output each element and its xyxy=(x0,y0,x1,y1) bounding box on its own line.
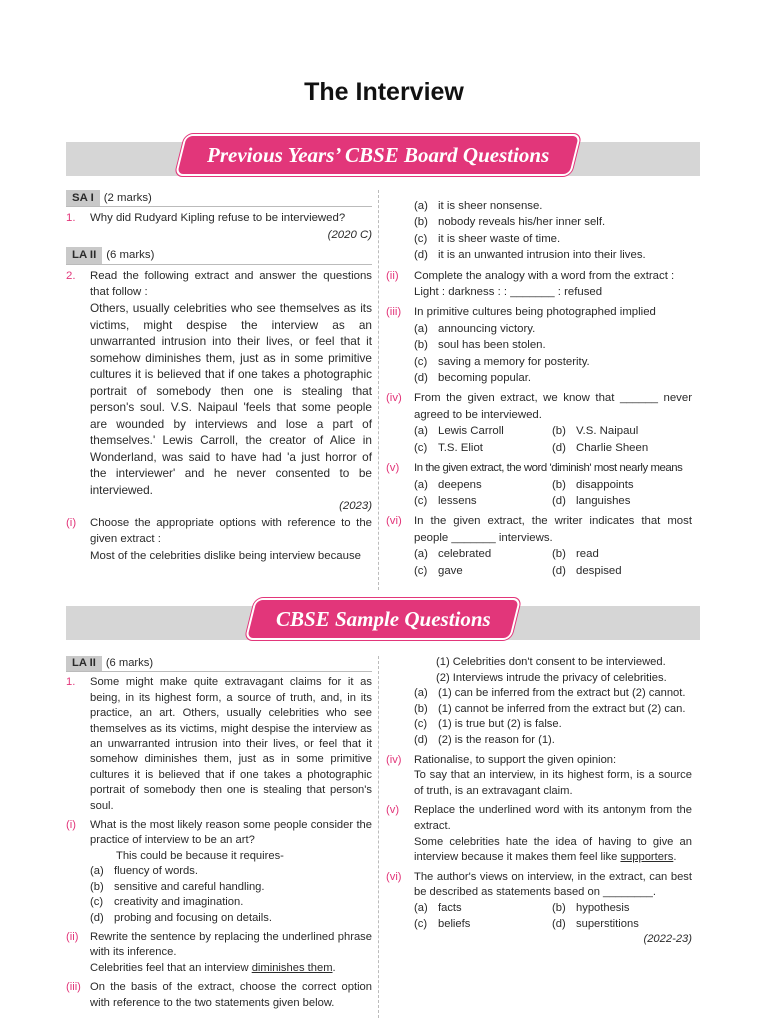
option-text: V.S. Naipaul xyxy=(576,425,639,438)
sample-subq-i-options xyxy=(66,864,372,926)
subq-ii: (ii) Complete the analogy with a word from the extract : xyxy=(386,269,675,282)
option-item xyxy=(386,247,692,263)
option-text: beliefs xyxy=(438,917,471,930)
option-letter: (d) xyxy=(552,494,566,507)
option-letter: (d) xyxy=(414,249,428,262)
option-item xyxy=(552,563,692,579)
option-item xyxy=(552,546,692,562)
extract-year: (2023) xyxy=(339,500,372,513)
la-heading: LA II (6 marks) xyxy=(66,247,372,264)
sample-subq-iv-text: To say that an interview, in its highest form, is a source of truth, is an extravagant claim. xyxy=(414,769,692,797)
option-item xyxy=(552,440,692,456)
page-title: The Interview xyxy=(304,78,464,106)
option-text: superstitions xyxy=(576,917,639,930)
sample-subq-vi-options xyxy=(386,901,692,932)
option-text: it is sheer waste of time. xyxy=(438,232,561,245)
sample-subq-iv: (iv) Rationalise, to support the given opinion: xyxy=(386,753,617,766)
option-letter: (d) xyxy=(552,917,566,930)
statement-1: (1) Celebrities don't consent to be interviewed. xyxy=(436,656,666,668)
subq-iv: (iv) From the given extract, we know that ______ never agreed to be interviewed. xyxy=(386,392,692,421)
option-letter: (b) xyxy=(90,880,104,893)
option-text: creativity and imagination. xyxy=(114,896,244,909)
option-text: probing and focusing on details. xyxy=(114,911,272,924)
sa-heading: SA I (2 marks) xyxy=(66,190,372,207)
option-letter: (d) xyxy=(414,733,428,746)
option-item xyxy=(386,733,692,749)
option-letter: (d) xyxy=(414,372,428,385)
banner-previous-years: Previous Years’ CBSE Board Questions xyxy=(175,134,581,176)
option-letter: (a) xyxy=(414,687,428,700)
subq-iii-options xyxy=(386,321,692,387)
sample-year: (2022-23) xyxy=(643,933,692,946)
option-letter: (b) xyxy=(552,425,566,438)
option-item xyxy=(414,440,552,456)
option-letter: (b) xyxy=(414,339,428,352)
option-item xyxy=(552,493,692,509)
option-letter: (b) xyxy=(552,548,566,561)
option-item xyxy=(386,717,692,733)
option-text: facts xyxy=(438,901,462,914)
option-letter: (b) xyxy=(414,702,428,715)
sample-subq-ii: (ii) Rewrite the sentence by replacing the underlined phrase with its inference. xyxy=(66,930,372,959)
option-item xyxy=(66,911,372,926)
sample-subq-ii-sentence: Celebrities feel that an interview diminishes them. xyxy=(90,961,336,974)
option-text: disappoints xyxy=(576,478,634,491)
option-item xyxy=(414,563,552,579)
option-letter: (c) xyxy=(414,232,428,245)
option-text: it is an unwanted intrusion into their lives. xyxy=(438,249,646,262)
banner-sample-questions: CBSE Sample Questions xyxy=(245,598,521,640)
sec2-left-column xyxy=(66,656,372,1011)
option-letter: (c) xyxy=(414,441,428,454)
option-text: hypothesis xyxy=(576,901,630,914)
option-text: it is sheer nonsense. xyxy=(438,200,543,212)
option-letter: (b) xyxy=(552,901,566,914)
option-text: announcing victory. xyxy=(438,322,536,335)
sample-subq-v: (v) Replace the underlined word with its antonym from the extract. xyxy=(386,804,692,832)
sec1-right-column xyxy=(386,198,692,579)
sec1-left-column xyxy=(66,190,372,564)
la-tag: LA II xyxy=(66,247,102,263)
option-item xyxy=(386,370,692,386)
option-item xyxy=(386,214,692,230)
subq-iii: (iii) In primitive cultures being photographed implied xyxy=(386,306,656,319)
option-text: saving a memory for posterity. xyxy=(438,355,590,368)
option-text: read xyxy=(576,548,599,561)
column-divider-2 xyxy=(378,656,379,1018)
option-item xyxy=(386,702,692,718)
option-text: fluency of words. xyxy=(114,865,198,878)
option-item xyxy=(66,880,372,895)
option-letter: (c) xyxy=(90,896,104,909)
option-item xyxy=(386,231,692,247)
option-text: (1) can be inferred from the extract but (2) cannot. xyxy=(438,687,686,700)
subq-vi-options xyxy=(386,546,692,579)
subq-i: (i) Choose the appropriate options with reference to the given extract : xyxy=(66,516,372,546)
sample-subq-vi: (vi) The author's views on interview, in the extract, can best be described as statements based on ________. xyxy=(386,870,692,899)
option-letter: (c) xyxy=(414,564,428,577)
option-letter: (b) xyxy=(552,478,566,491)
subq-v-options xyxy=(386,477,692,510)
sample-subq-iii: (iii) On the basis of the extract, choose the correct option with reference to the two statements given below. xyxy=(66,981,372,1009)
option-letter: (d) xyxy=(552,441,566,454)
option-text: Charlie Sheen xyxy=(576,441,649,454)
option-text: celebrated xyxy=(438,548,492,561)
option-letter: (a) xyxy=(414,322,428,335)
option-letter: (d) xyxy=(552,564,566,577)
la-heading-2: LA II (6 marks) xyxy=(66,656,372,672)
option-item xyxy=(66,864,372,879)
option-text: despised xyxy=(576,564,622,577)
sec2-right-column xyxy=(386,655,692,948)
option-item xyxy=(386,321,692,337)
option-text: (1) cannot be inferred from the extract but (2) can. xyxy=(438,702,686,715)
option-letter: (c) xyxy=(414,494,428,507)
option-letter: (a) xyxy=(414,200,428,212)
option-text: becoming popular. xyxy=(438,372,532,385)
option-text: deepens xyxy=(438,478,482,491)
option-item xyxy=(386,198,692,214)
option-text: sensitive and careful handling. xyxy=(114,880,265,893)
option-item xyxy=(552,917,692,933)
option-text: Lewis Carroll xyxy=(438,425,504,438)
sa-tag: SA I xyxy=(66,190,100,206)
sample-question-1: 1. Some might make quite extravagant claims for it as being, in its highest form, a source of truth, and, in its practice, an art. Others, usually celebrities who see themselves as its victims, might despise the interview as an unwarranted intrusion into their lives, or feel that it somehow diminishes them, just as in some primitive cultures it is believed that if one takes a photographic portrait of somebody then one is stealing that person's soul. xyxy=(66,676,372,812)
option-item xyxy=(386,337,692,353)
sample-subq-i-stem: This could be because it requires- xyxy=(116,849,284,862)
option-letter: (a) xyxy=(414,901,428,914)
subq-iv-options xyxy=(386,423,692,456)
q1-year: (2020 C) xyxy=(327,228,372,241)
option-text: (1) is true but (2) is false. xyxy=(438,718,562,731)
subq-vi: (vi) In the given extract, the writer indicates that most people _______ interviews. xyxy=(386,515,692,544)
extract-passage: Others, usually celebrities who see themselves as its victims, might despise the interview as an unwarranted intrusion into their lives, or feel that it somehow diminishes them, just as in some primitive cultures it is believed that if one takes a photographic portrait of somebody then one is stealing that person's soul. V.S. Naipaul 'feels that some people are wounded by interviews and lose a part of themselves.' Lewis Carroll, the creator of Alice in Wonderland, was said to have had 'a just horror of the interviewer' and he never consented to be interviewed. xyxy=(90,301,372,497)
option-letter: (c) xyxy=(414,917,428,930)
option-item xyxy=(386,354,692,370)
question-1: 1. Why did Rudyard Kipling refuse to be interviewed? xyxy=(66,212,346,225)
option-item xyxy=(414,423,552,439)
option-item xyxy=(66,895,372,910)
option-item xyxy=(552,423,692,439)
option-text: nobody reveals his/her inner self. xyxy=(438,216,606,229)
subq-v: (v) In the given extract, the word 'diminish' most nearly means xyxy=(386,462,683,475)
statement-2: (2) Interviews intrude the privacy of celebrities. xyxy=(436,671,667,684)
option-letter: (c) xyxy=(414,718,428,731)
subq-i-options xyxy=(386,198,692,264)
option-text: soul has been stolen. xyxy=(438,339,546,352)
option-item xyxy=(414,546,552,562)
option-letter: (a) xyxy=(414,425,428,438)
option-item xyxy=(414,493,552,509)
sample-subq-v-text: Some celebrities hate the idea of having to give an interview because it makes them feel like supporters. xyxy=(414,835,692,864)
option-letter: (a) xyxy=(414,478,428,491)
sample-subq-i: (i) What is the most likely reason some people consider the practice of interview to be an art? xyxy=(66,819,372,847)
option-item xyxy=(552,477,692,493)
option-text: gave xyxy=(438,564,463,577)
option-item xyxy=(552,901,692,917)
option-text: T.S. Eliot xyxy=(438,441,483,454)
subq-i-stem: Most of the celebrities dislike being interview because xyxy=(90,549,361,562)
option-item xyxy=(414,917,552,933)
option-text: (2) is the reason for (1). xyxy=(438,733,555,746)
option-item xyxy=(386,686,692,702)
sample-subq-iii-options xyxy=(386,686,692,748)
option-item xyxy=(414,901,552,917)
question-2: 2. Read the following extract and answer the questions that follow : xyxy=(66,269,372,299)
column-divider-1 xyxy=(378,190,379,590)
analogy-line: Light : darkness : : _______ : refused xyxy=(414,286,603,299)
option-item xyxy=(414,477,552,493)
option-letter: (a) xyxy=(90,865,104,878)
option-letter: (b) xyxy=(414,216,428,229)
la-tag-2: LA II xyxy=(66,656,102,671)
option-letter: (c) xyxy=(414,355,428,368)
option-text: languishes xyxy=(576,494,631,507)
option-letter: (d) xyxy=(90,911,104,924)
option-text: lessens xyxy=(438,494,477,507)
option-letter: (a) xyxy=(414,548,428,561)
